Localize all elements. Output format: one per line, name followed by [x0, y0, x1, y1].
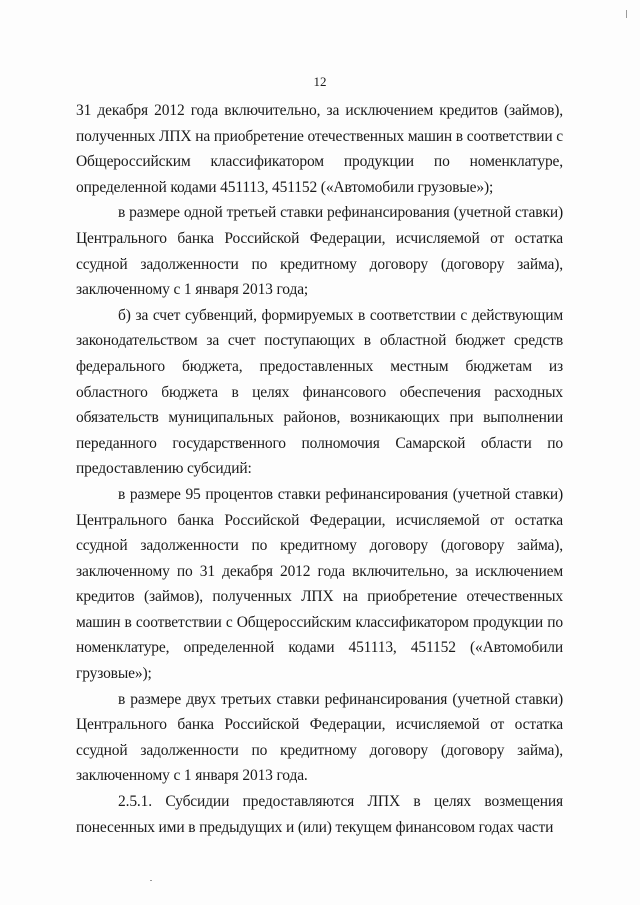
scan-mark-top-right	[626, 10, 627, 18]
paragraph-2: в размере одной третьей ставки рефинансирования (учетной ставки) Центрального банка Российской Федерации, исчисляемой от остатка ссудной задолженности по кредитному договору (договору займа), заключенному с 1 января 2013 года;	[76, 204, 563, 299]
document-body	[76, 98, 563, 840]
paragraph-5: в размере двух третьих ставки рефинансирования (учетной ставки) Центрального банка Российской Федерации, исчисляемой от остатка ссудной задолженности по кредитному договору (договору займа), заключенному с 1 января 2013 года.	[76, 690, 563, 785]
paragraph-3: б) за счет субвенций, формируемых в соответствии с действующим законодательством за счет поступающих в областной бюджет средств федерального бюджета, предоставленных местным бюджетам из областного бюджета в целях финансового обеспечения расходных обязательств муниципальных районов, возникающих при выполнении переданного государственного полномочия Самарской области по предоставлению субсидий:	[76, 306, 563, 478]
scan-mark-bottom	[150, 880, 152, 881]
paragraph-1: 31 декабря 2012 года включительно, за исключением кредитов (займов), полученных ЛПХ на приобретение отечественных машин в соответствии с Общероссийским классификатором продукции по номенклатуре, определенной кодами 451113, 451152 («Автомобили грузовые»);	[76, 102, 563, 196]
paragraph-4: в размере 95 процентов ставки рефинансирования (учетной ставки) Центрального банка Российской Федерации, исчисляемой от остатка ссудной задолженности по кредитному договору (договору займа), заключенному по 31 декабря 2012 года включительно, за исключением кредитов (займов), полученных ЛПХ на приобретение отечественных машин в соответствии с Общероссийским классификатором продукции по номенклатуре, определенной кодами 451113, 451152 («Автомобили грузовые»);	[76, 485, 563, 683]
paragraph-6: 2.5.1. Субсидии предоставляются ЛПХ в целях возмещения понесенных ими в предыдущих и (или) текущем финансовом годах части	[76, 793, 563, 836]
page-number: 12	[313, 74, 327, 89]
